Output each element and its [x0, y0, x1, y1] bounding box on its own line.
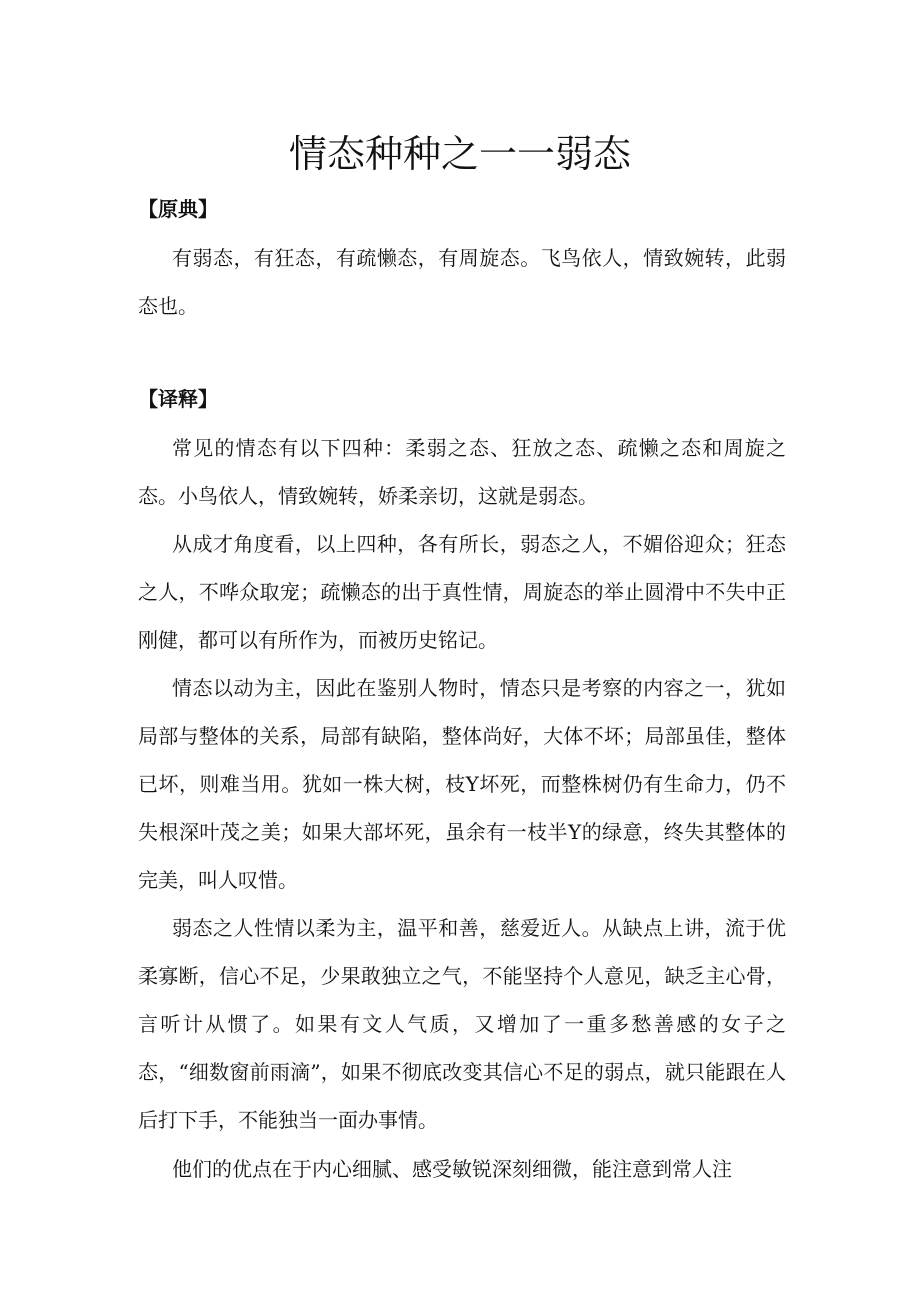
- page-title: 情态种种之一一弱态: [288, 132, 631, 176]
- paragraph-translation-5: 他们的优点在于内心细腻、感受敏锐深刻细微，能注意到常人注: [172, 1157, 732, 1181]
- paragraph-original-text: 有弱态，有狂态，有疏懒态，有周旋态。飞鸟依人，情致婉转，此弱态也。: [138, 246, 786, 318]
- paragraph-translation-3: 情态以动为主，因此在鉴别人物时，情态只是考察的内容之一，犹如局部与整体的关系，局部有缺陷，整体尚好，大体不坏；局部虽佳，整体已坏，则难当用。犹如一株大树，枝Y坏死，而整株树仍有生命力，仍不失根深叶茂之美；如果大部坏死，虽余有一枝半Y的绿意，终失其整体的完美，叫人叹惜。: [138, 676, 786, 892]
- section-heading-original: 【原典】: [138, 197, 218, 221]
- paragraph-translation-4: 弱态之人性情以柔为主，温平和善，慈爱近人。从缺点上讲，流于优柔寡断，信心不足，少果敢独立之气，不能坚持个人意见，缺乏主心骨，言听计从惯了。如果有文人气质，又增加了一重多愁善感的女子之态，“细数窗前雨滴”，如果不彻底改变其信心不足的弱点，就只能跟在人后打下手，不能独当一面办事情。: [138, 916, 786, 1132]
- section-heading-translation: 【译释】: [138, 387, 218, 411]
- paragraph-translation-2: 从成才角度看，以上四种，各有所长，弱态之人，不媚俗迎众；狂态之人，不哗众取宠；疏懒态的出于真性情，周旋态的举止圆滑中不失中正刚健，都可以有所作为，而被历史铭记。: [138, 532, 786, 652]
- paragraph-translation-1: 常见的情态有以下四种：柔弱之态、狂放之态、疏懒之态和周旋之态。小鸟依人，情致婉转，娇柔亲切，这就是弱态。: [138, 436, 786, 508]
